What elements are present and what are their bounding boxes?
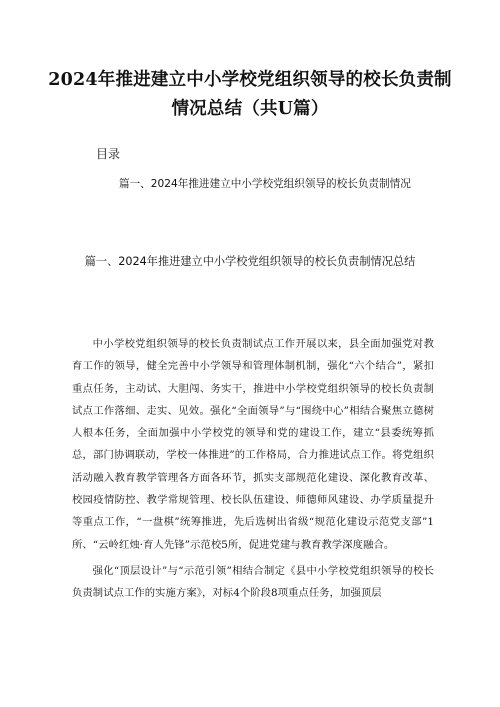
- paragraph: 中小学校党组织领导的校长负责制试点工作开展以来，县全面加强党对教育工作的领导，健全完善中小学领导和管理体制机制，强化“六个结合”，紧扣重点任务，主动试、大胆闯、务实干，推进中小学校党组织领导的校长负责制试点工作落细、走实、见效。强化“全面领导”与“围绕中心”相结合聚焦立德树人根本任务，全面加强中小学校党的领导和党的建设工作，建立“县委统筹抓总，部门协调联动，学校一体推进”的工作格局，合力推进试点工作。将党组织活动融入教育教学管理各方面各环节，抓实支部规范化建设、深化教育改革、校园疫情防控、教学常规管理、校长队伍建设、师德师风建设、办学质量提升等重点工作，“一盘棋”统筹推进，先后选树出省级“规范化建设示范党支部”1所、“云岭红烛·育人先锋”示范校5所，促进党建与教育教学深度融合。: [72, 338, 434, 551]
- toc-heading: 目录: [96, 147, 121, 161]
- paragraph: 强化“顶层设计”与“示范引领”相结合制定《县中小学校党组织领导的校长负责制试点工作的实施方案》，对标4个阶段8项重点任务，加强顶层: [72, 564, 434, 600]
- document-title: 2024年推进建立中小学校党组织领导的校长负责制情况总结（共U篇）: [48, 70, 452, 119]
- toc-item[interactable]: 篇一、2024年推进建立中小学校党组织领导的校长负责制情况: [119, 178, 411, 190]
- body-text: [72, 333, 434, 605]
- section-title: 篇一、2024年推进建立中小学校党组织领导的校长负责制情况总结: [84, 255, 416, 268]
